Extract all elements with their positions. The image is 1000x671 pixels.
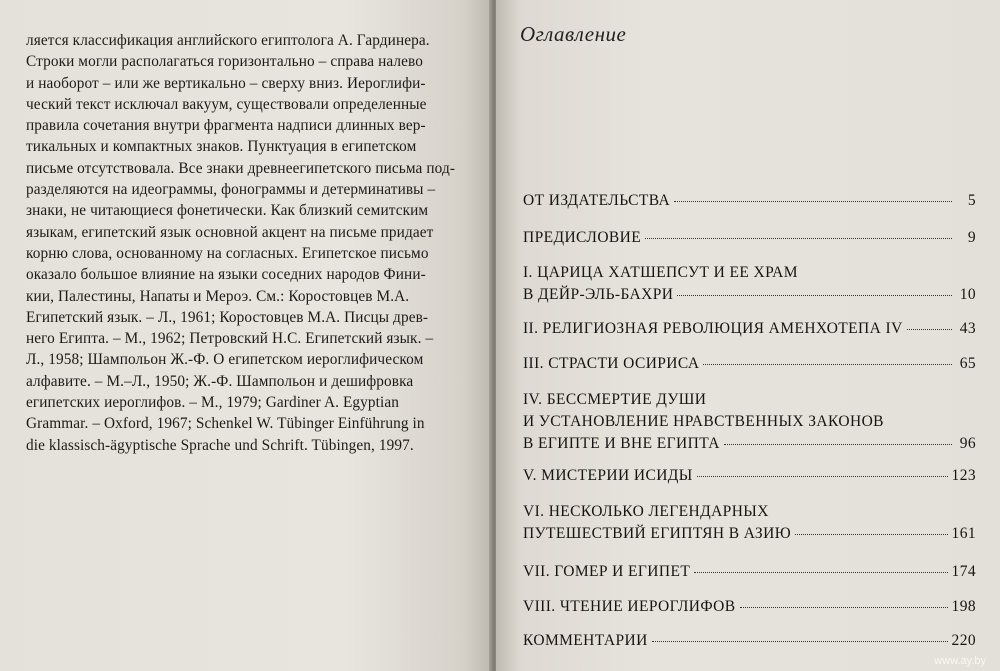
toc-page-number: 10 xyxy=(959,286,976,303)
dot-leader xyxy=(740,607,948,608)
dot-leader xyxy=(697,476,948,477)
body-text-line: ческий текст исключал вакуум, существовали определенные xyxy=(26,95,427,113)
toc-entry-title: ПУТЕШЕСТВИЙ ЕГИПТЯН В АЗИЮ xyxy=(523,525,792,542)
toc-page-number: 174 xyxy=(951,563,976,580)
body-text-line: кии, Палестины, Напаты и Мероэ. См.: Коростовцев М.А. xyxy=(26,287,410,305)
body-text-line: оказало большое влияние на языки соседних народов Фини- xyxy=(26,266,426,284)
body-text xyxy=(26,30,466,456)
dot-leader xyxy=(907,329,952,330)
body-text-line: египетских иероглифов. – М., 1979; Gardiner A. Egyptian xyxy=(26,394,399,412)
toc-page-number: 5 xyxy=(967,192,976,209)
toc-page-number: 9 xyxy=(967,229,976,246)
body-text-line: Л., 1958; Шампольон Ж.-Ф. О египетском иероглифическом xyxy=(26,351,424,369)
toc-entry-title: И УСТАНОВЛЕНИЕ НРАВСТВЕННЫХ ЗАКОНОВ xyxy=(523,413,884,430)
body-text-line: Строки могли располагаться горизонтально – справа налево xyxy=(26,53,423,71)
body-text-line: die klassisch-ägyptische Sprache und Schrift. Tübingen, 1997. xyxy=(26,436,414,454)
toc-entry-title: I. ЦАРИЦА ХАТШЕПСУТ И ЕЕ ХРАМ xyxy=(523,264,798,281)
toc-page-number: 161 xyxy=(951,525,976,542)
body-text-line: алфавите. – М.–Л., 1950; Ж.-Ф. Шампольон и дешифровка xyxy=(26,372,414,390)
dot-leader xyxy=(795,534,948,535)
toc-heading: Оглавление xyxy=(520,22,627,46)
dot-leader xyxy=(694,572,947,573)
body-text-line: Grammar. – Oxford, 1967; Schenkel W. Tübinger Einführung in xyxy=(26,415,425,433)
watermark: www.ay.by xyxy=(934,655,986,667)
body-text-line: тикальных и компактных знаков. Пунктуация в египетском xyxy=(26,138,417,156)
toc-entry xyxy=(523,229,976,251)
toc-entry-title: VI. НЕСКОЛЬКО ЛЕГЕНДАРНЫХ xyxy=(523,503,769,520)
toc-entry xyxy=(523,192,976,214)
body-text-line: него Египта. – М., 1962; Петровский Н.С. Египетский язык. – xyxy=(26,330,434,348)
dot-leader xyxy=(724,444,952,445)
toc-entry xyxy=(523,563,976,585)
body-text-line: Египетский язык. – Л., 1961; Коростовцев М.А. Писцы древ- xyxy=(26,308,429,326)
toc-entry-title: ОТ ИЗДАТЕЛЬСТВА xyxy=(523,192,671,209)
toc-entry xyxy=(523,503,976,547)
toc-entry xyxy=(523,264,976,308)
body-text-line: ляется классификация английского египтолога А. Гардинера. xyxy=(26,32,430,49)
body-text-line: знаки, не читающиеся фонетически. Как близкий семитским xyxy=(26,202,429,220)
toc-entry-title: II. РЕЛИГИОЗНАЯ РЕВОЛЮЦИЯ АМЕНХОТЕПА IV xyxy=(523,320,903,337)
toc-entry xyxy=(523,467,976,489)
toc-entry-title: В ДЕЙР-ЭЛЬ-БАХРИ xyxy=(523,286,674,303)
toc-entry-title: III. СТРАСТИ ОСИРИСА xyxy=(523,355,700,372)
toc-page-number: 65 xyxy=(959,355,976,372)
toc-entry-title: IV. БЕССМЕРТИЕ ДУШИ xyxy=(523,391,707,408)
toc-entry xyxy=(523,391,976,457)
toc-page-number: 43 xyxy=(959,320,976,337)
left-page xyxy=(0,0,492,671)
toc-entry-title: В ЕГИПТЕ И ВНЕ ЕГИПТА xyxy=(523,435,720,452)
body-text-line: письме отсутствовала. Все знаки древнеегипетского письма под- xyxy=(26,159,456,177)
toc-entry xyxy=(523,598,976,620)
toc-entry xyxy=(523,355,976,377)
dot-leader xyxy=(674,201,952,202)
toc-entry xyxy=(523,320,976,342)
toc-page-number: 198 xyxy=(951,598,976,615)
toc-entry-title: VIII. ЧТЕНИЕ ИЕРОГЛИФОВ xyxy=(523,598,736,615)
toc-entry-title: VII. ГОМЕР И ЕГИПЕТ xyxy=(523,563,691,580)
toc-page-number: 220 xyxy=(951,632,976,649)
toc-entry xyxy=(523,632,976,654)
body-text-line: разделяются на идеограммы, фонограммы и детерминативы – xyxy=(26,181,436,199)
toc-page-number: 123 xyxy=(951,467,976,484)
toc-page-number: 96 xyxy=(959,435,976,452)
body-text-line: языкам, египетский язык основной акцент на письме придает xyxy=(26,223,434,241)
body-text-line: правила сочетания внутри фрагмента надписи длинных вер- xyxy=(26,117,426,135)
body-text-line: корню слова, основанному на согласных. Египетское письмо xyxy=(26,244,429,262)
toc-entry-title: КОММЕНТАРИИ xyxy=(523,632,648,649)
body-text-line: и наоборот – или же вертикально – сверху вниз. Иероглифи- xyxy=(26,74,426,92)
toc-entry-title: ПРЕДИСЛОВИЕ xyxy=(523,229,642,246)
dot-leader xyxy=(677,295,952,296)
dot-leader xyxy=(645,238,952,239)
dot-leader xyxy=(703,364,952,365)
dot-leader xyxy=(652,641,948,642)
toc-entry-title: V. МИСТЕРИИ ИСИДЫ xyxy=(523,467,693,484)
